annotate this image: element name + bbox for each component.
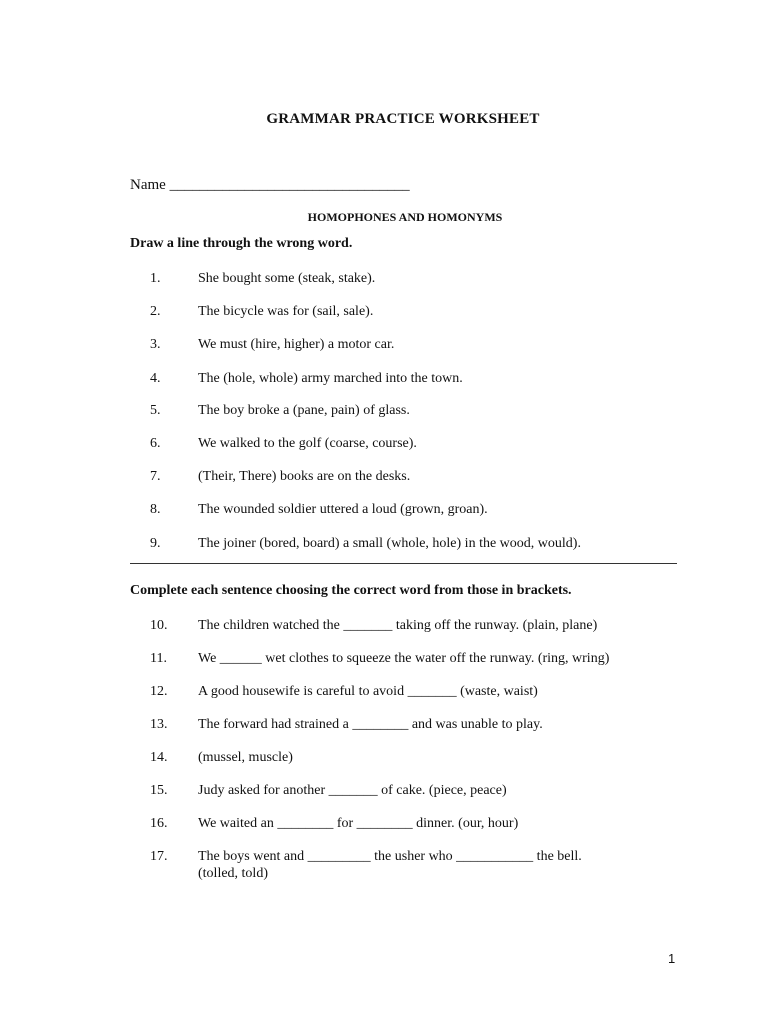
item-text: The boy broke a (pane, pain) of glass. (198, 403, 410, 418)
list-item (150, 683, 538, 700)
item-text: The (hole, whole) army marched into the town. (198, 371, 463, 386)
item-text: We waited an ________ for ________ dinner. (our, hour) (198, 816, 519, 831)
item-text: She bought some (steak, stake). (198, 271, 376, 286)
list-item (150, 468, 410, 485)
item-number: 3. (150, 337, 161, 352)
item-text (198, 848, 582, 882)
item-number: 15. (150, 783, 168, 798)
item-number: 8. (150, 502, 161, 517)
item-text: (mussel, muscle) (198, 750, 293, 765)
item-number: 16. (150, 816, 168, 831)
item-number: 13. (150, 717, 168, 732)
list-item (150, 435, 417, 452)
item-number: 1. (150, 271, 161, 286)
section-divider (130, 563, 677, 564)
item-text-line: The boys went and _________ the usher who ___________ the bell. (198, 849, 582, 864)
part2-instruction: Complete each sentence choosing the correct word from those in brackets. (130, 583, 572, 598)
item-number: 6. (150, 436, 161, 451)
item-number: 2. (150, 304, 161, 319)
list-item (150, 402, 410, 419)
section-heading: HOMOPHONES AND HOMONYMS (307, 210, 503, 224)
list-item (150, 270, 375, 287)
item-text: We walked to the golf (coarse, course). (198, 436, 417, 451)
item-text: We ______ wet clothes to squeeze the water off the runway. (ring, wring) (198, 651, 610, 666)
list-item (150, 535, 581, 552)
item-number: 10. (150, 618, 168, 633)
list-item (150, 501, 488, 518)
list-item (150, 370, 463, 387)
list-item (150, 749, 293, 766)
list-item (150, 815, 518, 832)
item-text: The wounded soldier uttered a loud (grown, groan). (198, 502, 488, 517)
list-item (150, 650, 609, 667)
item-text: (Their, There) books are on the desks. (198, 469, 411, 484)
list-item (150, 848, 582, 882)
list-item (150, 303, 373, 320)
item-text: The bicycle was for (sail, sale). (198, 304, 374, 319)
list-item (150, 336, 394, 353)
item-number: 5. (150, 403, 161, 418)
item-number: 14. (150, 750, 168, 765)
part1-instruction: Draw a line through the wrong word. (130, 236, 353, 251)
item-text: The children watched the _______ taking off the runway. (plain, plane) (198, 618, 598, 633)
list-item (150, 617, 597, 634)
item-number: 9. (150, 536, 161, 551)
item-text: Judy asked for another _______ of cake. (piece, peace) (198, 783, 507, 798)
item-number: 12. (150, 684, 168, 699)
name-field-line: Name ________________________________ (130, 177, 410, 193)
item-number: 11. (150, 651, 167, 666)
item-number: 7. (150, 469, 161, 484)
item-number: 4. (150, 371, 161, 386)
item-text: The joiner (bored, board) a small (whole, hole) in the wood, would). (198, 536, 581, 551)
item-text: The forward had strained a ________ and was unable to play. (198, 717, 543, 732)
page-number: 1 (668, 951, 676, 966)
item-text: A good housewife is careful to avoid _______ (waste, waist) (198, 684, 538, 699)
item-number: 17. (150, 849, 168, 864)
page-title: GRAMMAR PRACTICE WORKSHEET (266, 111, 540, 127)
item-text-line: (tolled, told) (198, 866, 268, 881)
list-item (150, 716, 543, 733)
item-text: We must (hire, higher) a motor car. (198, 337, 395, 352)
list-item (150, 782, 507, 799)
